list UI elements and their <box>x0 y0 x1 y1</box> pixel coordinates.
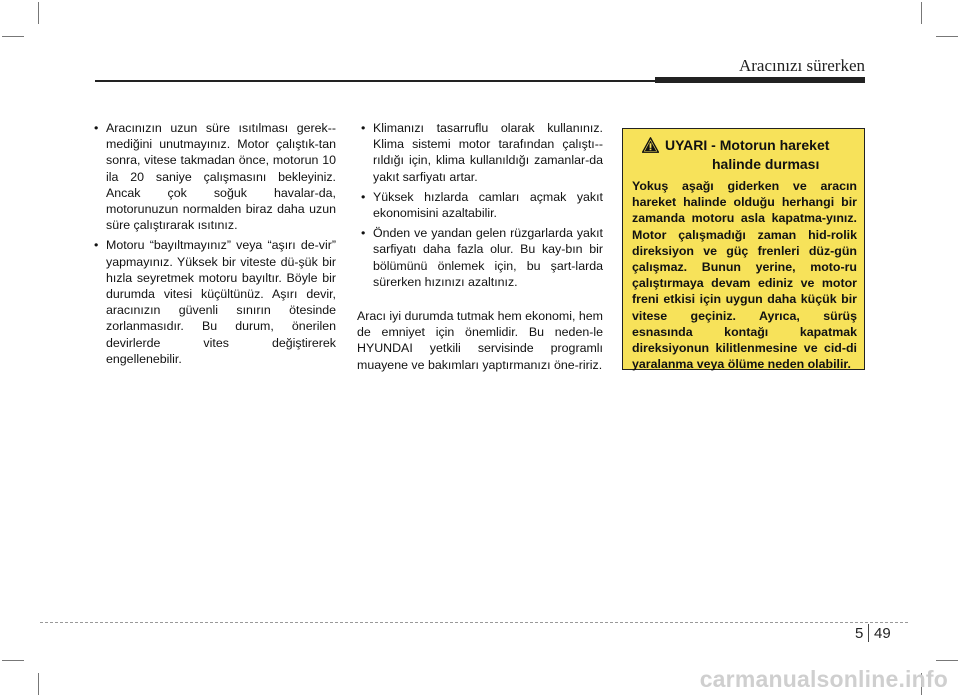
warning-title-line2: halinde durması <box>712 156 820 172</box>
crop-mark <box>38 2 39 24</box>
header-tab-bar <box>655 77 865 83</box>
watermark: carmanualsonline.info <box>699 666 948 692</box>
list-item: • Motoru “bayıltmayınız” veya “aşırı de-vir” yapmayınız. Yüksek bir viteste dü-şük bir hızla seyretmek motoru bayıltır. Böyle bir durumda vitesi küçültünüz. Aşırı devir, aracınızın güvenli sınırın ötesinde zorlanmasıdır. Bu durum, önerilen devirlerde vites değiştirerek engellenebilir. <box>90 237 336 367</box>
footer-rule <box>40 622 908 623</box>
warning-label: UYARI <box>665 137 708 153</box>
bullet-list <box>90 120 336 367</box>
list-item: • Yüksek hızlarda camları açmak yakıt ekonomisini azaltabilir. <box>357 189 603 221</box>
bullet-list <box>357 120 603 290</box>
text-column-middle <box>357 120 603 373</box>
page-number-separator <box>868 624 869 642</box>
warning-title-line1: - Motorun hareket <box>711 137 830 153</box>
list-item: • Önden ve yandan gelen rüzgarlarda yakıt sarfiyatı daha fazla olur. Bu kay-bın bir bölümünü önlemek için, bu şart-larda sürerken hızınızı azaltınız. <box>357 225 603 290</box>
crop-mark <box>2 660 24 661</box>
crop-mark <box>936 36 958 37</box>
crop-mark <box>921 2 922 24</box>
text-column-left <box>90 120 336 371</box>
warning-heading <box>632 137 857 172</box>
crop-mark <box>2 36 24 37</box>
chapter-number: 5 <box>855 625 864 642</box>
warning-box <box>622 128 865 370</box>
list-item: • Klimanızı tasarruflu olarak kullanınız. Klima sistemi motor tarafından çalıştı-rıldığı için, klima kullanıldığı zamanlar-da yakıt sarfiyatı artar. <box>357 120 603 185</box>
crop-mark <box>936 660 958 661</box>
page-number: 49 <box>874 625 891 642</box>
warning-triangle-icon <box>642 137 659 156</box>
body-paragraph: Aracı iyi durumda tutmak hem ekonomi, hem de emniyet için önemlidir. Bu neden-le HYUNDAI yetkili servisinde programlı muayene ve bakımları yaptırmanızı öne-ririz. <box>357 309 603 372</box>
list-item: • Aracınızın uzun süre ısıtılması gerek-mediğini unutmayınız. Motor çalıştık-tan sonra, vitese takmadan önce, motorun 10 ila 20 saniye çalışmasını bekleyiniz. Ancak çok soğuk havalar-da, motorunuzun normalden biraz daha uzun süre çalıştırarak ısıtınız. <box>90 120 336 233</box>
section-title: Aracınızı sürerken <box>738 56 865 75</box>
crop-mark <box>38 673 39 695</box>
warning-body: Yokuş aşağı giderken ve aracın hareket halinde olduğu herhangi bir zamanda motoru asla kapatma-yınız. Motor çalışmadığı zaman hid-rolik direksiyon ve güç frenleri düz-gün çalışmaz. Bunun yerine, moto-ru çalıştırmaya devam ediniz ve motor freni etkisi için uygun daha küçük bir vitese geçiniz. Ayrıca, sürüş esnasında kontağı kapatmak direksiyonun kilitlenmesine ve cid-di yaralanma veya ölüme neden olabilir. <box>632 179 857 372</box>
